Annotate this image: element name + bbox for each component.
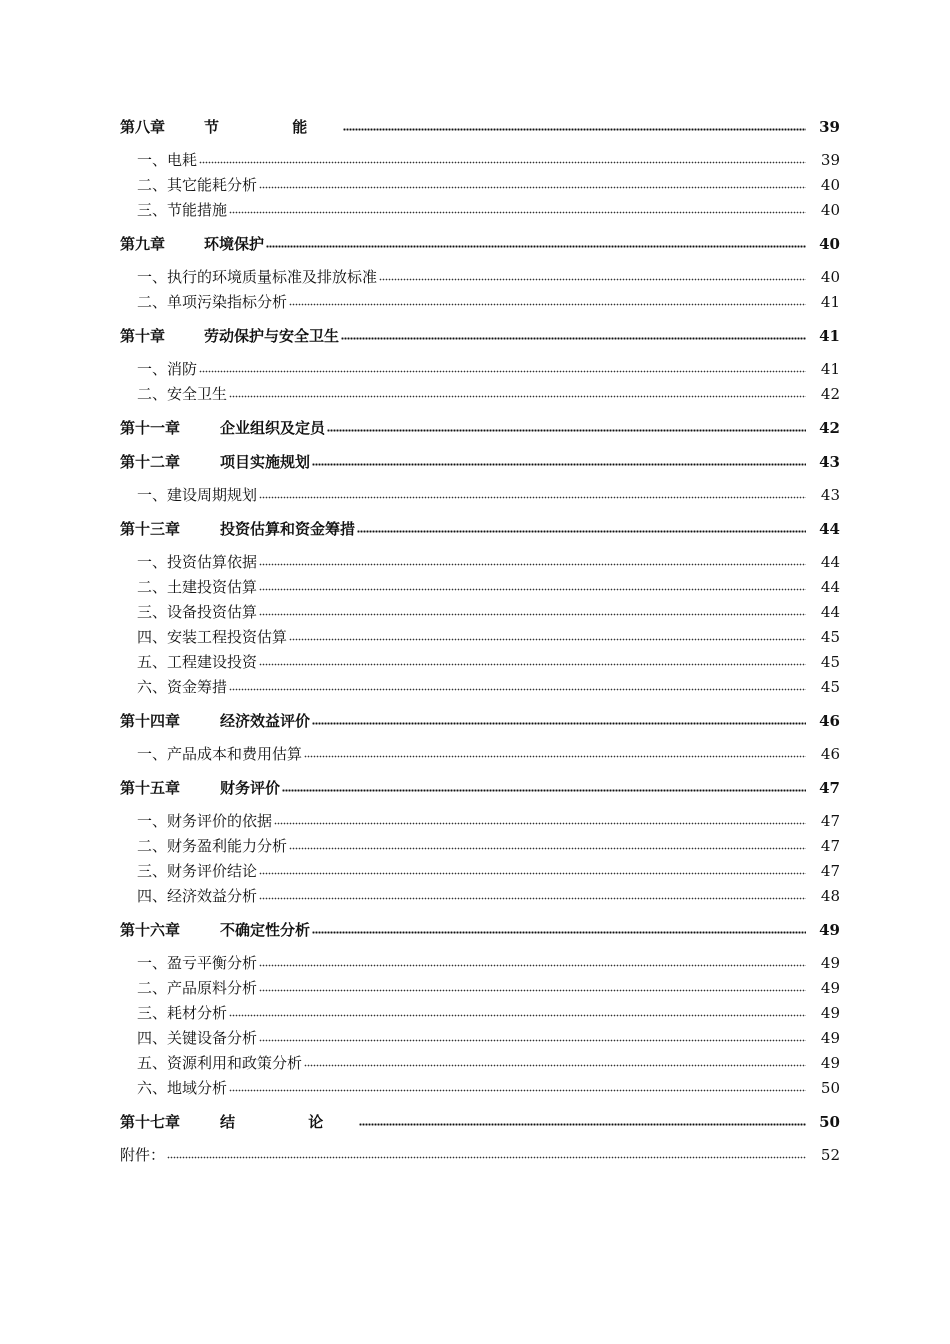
- dot-leader: [357, 528, 806, 534]
- page-number: 42: [820, 385, 840, 403]
- toc-chapter-entry[interactable]: [120, 445, 840, 471]
- page-number: 47: [820, 837, 840, 855]
- dot-leader: [259, 184, 806, 190]
- toc-chapter-entry[interactable]: [120, 411, 840, 437]
- chapter-number: 第十三章: [120, 520, 181, 538]
- dot-leader: [199, 368, 806, 374]
- dot-leader: [229, 393, 806, 399]
- chapter-number: 第十四章: [120, 712, 181, 730]
- section-title: 二、安全卫生: [137, 385, 228, 403]
- page-number: 49: [820, 1054, 840, 1072]
- dot-leader: [341, 335, 806, 341]
- page-number: 40: [820, 201, 840, 219]
- toc-section-entry[interactable]: [120, 194, 840, 219]
- page-number: 44: [819, 520, 840, 538]
- toc-section-entry[interactable]: [120, 1022, 840, 1047]
- chapter-title: 不确定性分析: [220, 921, 311, 939]
- dot-leader: [266, 243, 806, 249]
- chapter-number: 第十二章: [120, 453, 181, 471]
- toc-section-entry[interactable]: [120, 479, 840, 504]
- toc-section-entry[interactable]: [120, 880, 840, 905]
- dot-leader: [304, 753, 806, 759]
- toc-section-entry[interactable]: [120, 738, 840, 763]
- section-title: 一、投资估算依据: [137, 553, 258, 571]
- toc-section-entry[interactable]: [120, 1072, 840, 1097]
- section-title: 三、设备投资估算: [137, 603, 258, 621]
- section-title: 六、地域分析: [137, 1079, 228, 1097]
- toc-chapter-entry[interactable]: [120, 771, 840, 797]
- page-number: 44: [820, 553, 840, 571]
- section-title: 三、财务评价结论: [137, 862, 258, 880]
- dot-leader: [259, 987, 806, 993]
- section-title: 五、资源利用和政策分析: [137, 1054, 303, 1072]
- dot-leader: [259, 586, 806, 592]
- chapter-title: 财务评价: [220, 779, 281, 797]
- page-number: 40: [820, 176, 840, 194]
- dot-leader: [259, 494, 806, 500]
- toc-chapter-entry[interactable]: [120, 110, 840, 136]
- page-number: 47: [819, 779, 840, 797]
- section-title: 三、节能措施: [137, 201, 228, 219]
- toc-chapter-entry[interactable]: [120, 913, 840, 939]
- toc-section-entry[interactable]: [120, 596, 840, 621]
- table-of-contents: [120, 110, 840, 1164]
- toc-section-entry[interactable]: [120, 1139, 840, 1164]
- dot-leader: [259, 870, 806, 876]
- page-number: 49: [820, 954, 840, 972]
- toc-chapter-entry[interactable]: [120, 1105, 840, 1131]
- page-number: 43: [819, 453, 840, 471]
- section-title: 附件：: [120, 1146, 166, 1164]
- page-number: 49: [820, 979, 840, 997]
- dot-leader: [259, 1037, 806, 1043]
- toc-section-entry[interactable]: [120, 169, 840, 194]
- page-number: 45: [820, 628, 840, 646]
- chapter-number: 第十五章: [120, 779, 181, 797]
- toc-section-entry[interactable]: [120, 1047, 840, 1072]
- chapter-number: 第九章: [120, 235, 166, 253]
- section-title: 一、产品成本和费用估算: [137, 745, 303, 763]
- dot-leader: [327, 427, 806, 433]
- page-number: 44: [820, 578, 840, 596]
- chapter-title: 环境保护: [204, 235, 265, 253]
- dot-leader: [259, 561, 806, 567]
- section-title: 一、电耗: [137, 151, 198, 169]
- section-title: 四、经济效益分析: [137, 887, 258, 905]
- chapter-title: 项目实施规划: [220, 453, 311, 471]
- section-title: 四、关键设备分析: [137, 1029, 258, 1047]
- chapter-number: 第十六章: [120, 921, 181, 939]
- page-number: 42: [819, 419, 840, 437]
- page-number: 49: [819, 921, 840, 939]
- page-number: 48: [820, 887, 840, 905]
- page-number: 41: [819, 327, 840, 345]
- toc-section-entry[interactable]: [120, 621, 840, 646]
- chapter-title: 劳动保护与安全卫生: [204, 327, 340, 345]
- toc-section-entry[interactable]: [120, 671, 840, 696]
- page-number: 46: [819, 712, 840, 730]
- dot-leader: [259, 895, 806, 901]
- dot-leader: [229, 1087, 806, 1093]
- page-number: 41: [820, 293, 840, 311]
- toc-chapter-entry[interactable]: [120, 319, 840, 345]
- dot-leader: [289, 636, 806, 642]
- dot-leader: [304, 1062, 806, 1068]
- toc-section-entry[interactable]: [120, 571, 840, 596]
- toc-section-entry[interactable]: [120, 286, 840, 311]
- page-number: 49: [820, 1004, 840, 1022]
- dot-leader: [343, 126, 806, 132]
- section-title: 五、工程建设投资: [137, 653, 258, 671]
- page-number: 40: [819, 235, 840, 253]
- page-number: 46: [820, 745, 840, 763]
- toc-section-entry[interactable]: [120, 997, 840, 1022]
- section-title: 一、消防: [137, 360, 198, 378]
- page-number: 47: [820, 812, 840, 830]
- page-number: 39: [820, 151, 840, 169]
- toc-section-entry[interactable]: [120, 144, 840, 169]
- toc-section-entry[interactable]: [120, 805, 840, 830]
- dot-leader: [289, 301, 806, 307]
- toc-section-entry[interactable]: [120, 972, 840, 997]
- toc-section-entry[interactable]: [120, 353, 840, 378]
- dot-leader: [289, 845, 806, 851]
- chapter-title: 结 论: [220, 1113, 358, 1131]
- toc-section-entry[interactable]: [120, 646, 840, 671]
- page-number: 45: [820, 653, 840, 671]
- dot-leader: [312, 720, 806, 726]
- dot-leader: [199, 159, 806, 165]
- chapter-title: 节 能: [204, 118, 342, 136]
- dot-leader: [167, 1154, 806, 1160]
- page-number: 45: [820, 678, 840, 696]
- dot-leader: [229, 1012, 806, 1018]
- dot-leader: [312, 929, 806, 935]
- dot-leader: [312, 461, 806, 467]
- page-number: 52: [820, 1146, 840, 1164]
- chapter-title: 经济效益评价: [220, 712, 311, 730]
- chapter-title: 企业组织及定员: [220, 419, 326, 437]
- section-title: 二、产品原料分析: [137, 979, 258, 997]
- dot-leader: [282, 787, 806, 793]
- toc-chapter-entry[interactable]: [120, 512, 840, 538]
- page-number: 40: [820, 268, 840, 286]
- dot-leader: [229, 686, 806, 692]
- section-title: 二、其它能耗分析: [137, 176, 258, 194]
- section-title: 一、建设周期规划: [137, 486, 258, 504]
- page-number: 44: [820, 603, 840, 621]
- section-title: 一、执行的环境质量标准及排放标准: [137, 268, 378, 286]
- section-title: 一、盈亏平衡分析: [137, 954, 258, 972]
- section-title: 二、财务盈利能力分析: [137, 837, 288, 855]
- toc-chapter-entry[interactable]: [120, 704, 840, 730]
- toc-chapter-entry[interactable]: [120, 227, 840, 253]
- dot-leader: [259, 611, 806, 617]
- section-title: 二、土建投资估算: [137, 578, 258, 596]
- page-number: 39: [819, 118, 840, 136]
- dot-leader: [379, 276, 806, 282]
- toc-section-entry[interactable]: [120, 947, 840, 972]
- toc-section-entry[interactable]: [120, 546, 840, 571]
- toc-section-entry[interactable]: [120, 855, 840, 880]
- toc-section-entry[interactable]: [120, 378, 840, 403]
- dot-leader: [259, 661, 806, 667]
- page-number: 50: [819, 1113, 840, 1131]
- page-number: 43: [820, 486, 840, 504]
- page-number: 50: [820, 1079, 840, 1097]
- chapter-title: 投资估算和资金筹措: [220, 520, 356, 538]
- chapter-number: 第十七章: [120, 1113, 181, 1131]
- section-title: 二、单项污染指标分析: [137, 293, 288, 311]
- chapter-number: 第十章: [120, 327, 166, 345]
- chapter-number: 第十一章: [120, 419, 181, 437]
- chapter-number: 第八章: [120, 118, 166, 136]
- dot-leader: [259, 962, 806, 968]
- toc-section-entry[interactable]: [120, 830, 840, 855]
- dot-leader: [229, 209, 806, 215]
- section-title: 六、资金筹措: [137, 678, 228, 696]
- section-title: 一、财务评价的依据: [137, 812, 273, 830]
- section-title: 三、耗材分析: [137, 1004, 228, 1022]
- dot-leader: [359, 1121, 806, 1127]
- page-number: 49: [820, 1029, 840, 1047]
- dot-leader: [274, 820, 806, 826]
- toc-section-entry[interactable]: [120, 261, 840, 286]
- page-number: 41: [820, 360, 840, 378]
- page-number: 47: [820, 862, 840, 880]
- section-title: 四、安装工程投资估算: [137, 628, 288, 646]
